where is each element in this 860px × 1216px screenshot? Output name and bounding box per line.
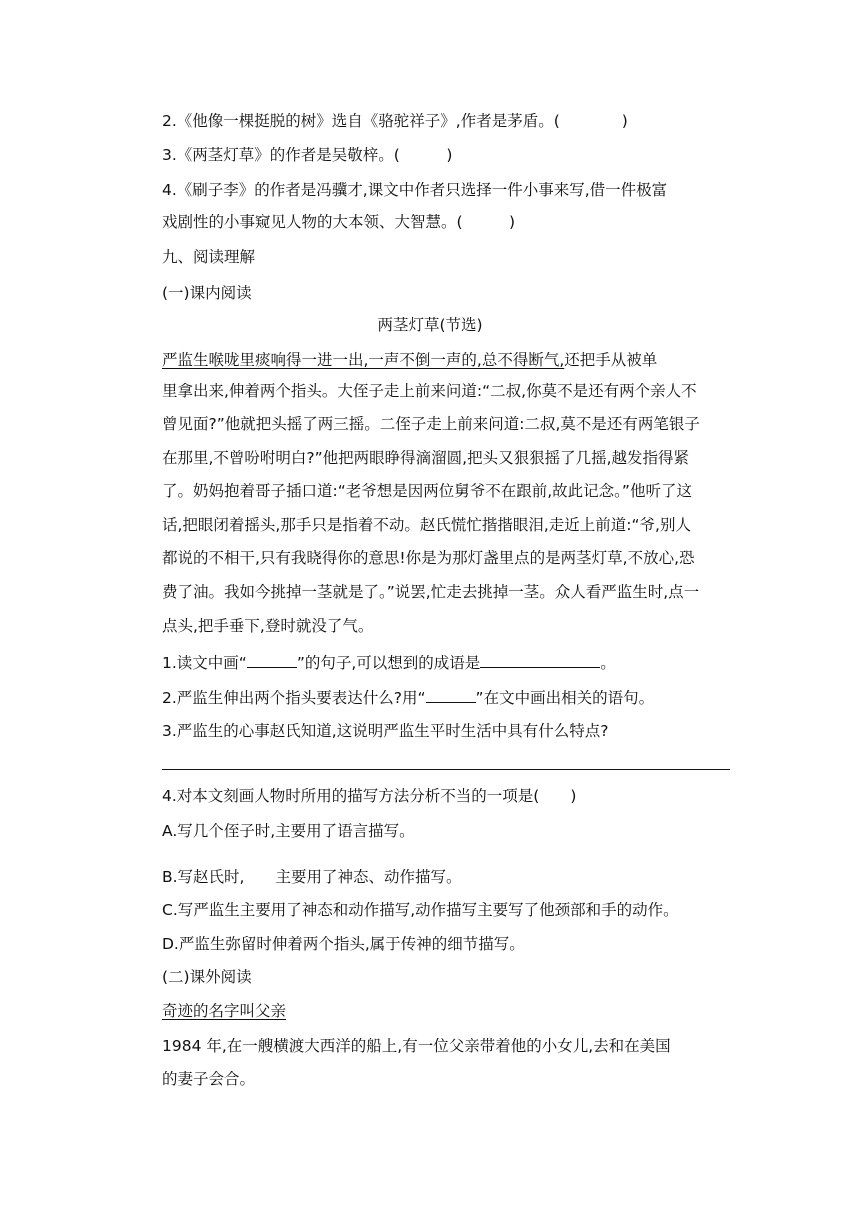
tf-question-4-line2: 戏剧性的小事窥见人物的大本领、大智慧。( )	[162, 213, 516, 231]
article-title: 奇迹的名字叫父亲	[162, 1002, 287, 1020]
passage-title: 两茎灯草(节选)	[377, 316, 483, 334]
answer-blank[interactable]	[480, 653, 600, 668]
answer-line[interactable]	[162, 769, 730, 770]
passage-line-1: 严监生喉咙里痰响得一进一出,一声不倒一声的,总不得断气,还把手从被单	[162, 351, 658, 369]
option-d: D.严监生弥留时伸着两个指头,属于传神的细节描写。	[162, 935, 525, 953]
passage-line-2: 里拿出来,伸着两个指头。大侄子走上前来问道:“二叔,你莫不是还有两个亲人不	[162, 382, 697, 400]
answer-blank[interactable]	[247, 653, 297, 668]
option-a: A.写几个侄子时,主要用了语言描写。	[162, 822, 415, 840]
passage-line-4: 在那里,不曾吩咐明白?”他把两眼睁得滴溜圆,把头又狠狠摇了几摇,越发指得紧	[162, 449, 690, 467]
passage-line-7: 都说的不相干,只有我晓得你的意思!你是为那灯盏里点的是两茎灯草,不放心,恐	[162, 549, 695, 567]
reading-question-2: 2.严监生伸出两个指头要表达什么?用“ ”在文中画出相关的语句。	[162, 689, 655, 707]
reading-question-4: 4.对本文刻画人物时所用的描写方法分析不当的一项是( )	[162, 787, 577, 805]
tf-question-2: 2.《他像一棵挺脱的树》选自《骆驼祥子》,作者是茅盾。( )	[162, 112, 628, 130]
passage-line-9: 点头,把手垂下,登时就没了气。	[162, 617, 374, 635]
part-heading-extracurricular: (二)课外阅读	[162, 968, 252, 986]
section-heading: 九、阅读理解	[162, 248, 256, 266]
article-line-1: 1984 年,在一艘横渡大西洋的船上,有一位父亲带着他的小女儿,去和在美国	[162, 1037, 671, 1055]
passage-line-8: 费了油。我如今挑掉一茎就是了。”说罢,忙走去挑掉一茎。众人看严监生时,点一	[162, 583, 700, 601]
option-b: B.写赵氏时, 主要用了神态、动作描写。	[162, 868, 462, 886]
tf-question-4-line1: 4.《刷子李》的作者是冯骥才,课文中作者只选择一件小事来写,借一件极富	[162, 181, 668, 199]
part-heading-in-class: (一)课内阅读	[162, 284, 252, 302]
option-c: C.写严监生主要用了神态和动作描写,动作描写主要写了他颈部和手的动作。	[162, 901, 679, 919]
passage-line-6: 话,把眼闭着摇头,那手只是指着不动。赵氏慌忙揩揩眼泪,走近上前道:“爷,别人	[162, 516, 691, 534]
tf-question-3: 3.《两茎灯草》的作者是吴敬梓。( )	[162, 146, 453, 164]
reading-question-3: 3.严监生的心事赵氏知道,这说明严监生平时生活中具有什么特点?	[162, 722, 609, 740]
article-line-2: 的妻子会合。	[162, 1070, 256, 1088]
reading-question-1: 1.读文中画“ ”的句子,可以想到的成语是 。	[162, 654, 616, 672]
underlined-sentence: 严监生喉咙里痰响得一进一出,一声不倒一声的,总不得断气,	[162, 351, 565, 369]
passage-line-5: 了。奶妈抱着哥子插口道:“老爷想是因两位舅爷不在跟前,故此记念。”他听了这	[162, 482, 692, 500]
answer-blank[interactable]	[426, 688, 476, 703]
passage-line-3: 曾见面?”他就把头摇了两三摇。二侄子走上前来问道:二叔,莫不是还有两笔银子	[162, 415, 700, 433]
